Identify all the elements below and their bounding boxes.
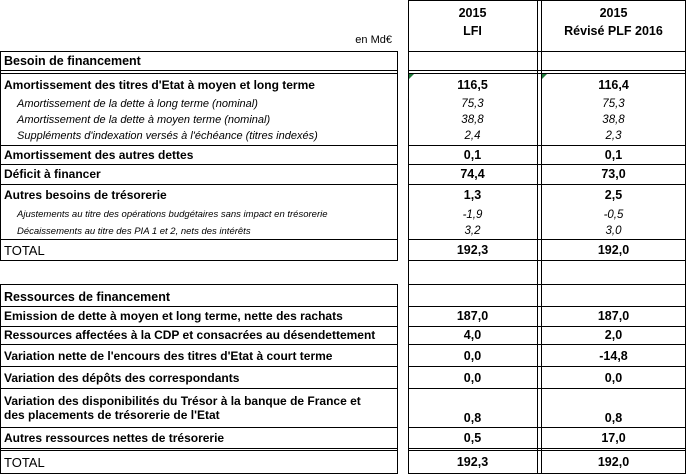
- total-plf: 192,0: [597, 243, 630, 257]
- grid-line: [0, 427, 397, 428]
- total-lfi: 192,3: [456, 455, 489, 469]
- grid-line: [408, 184, 686, 185]
- grid-line: [408, 326, 686, 327]
- row-label: Variation nette de l'encours des titres d'Etat à court terme: [4, 349, 333, 363]
- grid-line: [0, 51, 1, 261]
- section-title-ressources: [0, 288, 686, 306]
- value-plf: -0,5: [603, 208, 624, 221]
- total-plf: 192,0: [597, 455, 630, 469]
- section-title-label: Besoin de financement: [4, 54, 141, 68]
- grid-line: [408, 0, 686, 1]
- value-plf: 0,0: [604, 371, 623, 385]
- row-label: Décaissements au titre des PIA 1 et 2, nets des intérêts: [17, 225, 251, 237]
- total-lfi: 192,3: [456, 243, 489, 257]
- grid-line: [0, 145, 397, 146]
- value-lfi: 2,4: [464, 130, 481, 142]
- value-plf: 2,3: [605, 130, 622, 142]
- grid-line: [0, 388, 397, 389]
- table-row: [0, 96, 686, 112]
- grid-line: [0, 239, 397, 240]
- grid-line: [408, 145, 686, 146]
- grid-line: [0, 260, 397, 261]
- value-plf: 0,1: [604, 148, 623, 162]
- value-plf: 17,0: [601, 431, 626, 445]
- total-row: [0, 451, 686, 473]
- grid-line: [0, 366, 397, 367]
- row-label: Amortissement des titres d'Etat à moyen et long terme: [4, 78, 315, 92]
- grid-line: [0, 473, 397, 474]
- row-label: Autres besoins de trésorerie: [4, 188, 167, 202]
- value-lfi: 38,8: [461, 114, 484, 126]
- grid-line: [408, 448, 686, 449]
- grid-line: [408, 239, 686, 240]
- value-lfi: 0,0: [463, 349, 482, 363]
- value-plf: 73,0: [601, 167, 626, 181]
- value-plf: 75,3: [602, 98, 625, 110]
- grid-line: [0, 448, 397, 449]
- value-plf: 2,5: [604, 188, 623, 202]
- grid-line: [0, 164, 397, 165]
- value-plf: 38,8: [602, 114, 625, 126]
- value-plf: 187,0: [597, 309, 630, 323]
- table-row: [0, 306, 686, 326]
- grid-line: [408, 306, 686, 307]
- row-label: [0, 389, 397, 427]
- grid-line: [0, 450, 397, 451]
- unit-label: en Md€: [355, 34, 392, 46]
- grid-line: [0, 51, 397, 52]
- cell-flag-icon: [409, 74, 414, 79]
- grid-line: [408, 73, 686, 74]
- row-label: Suppléments d'indexation versés à l'échéance (titres indexés): [17, 130, 318, 142]
- grid-line: [397, 51, 398, 261]
- total-label: TOTAL: [4, 242, 45, 258]
- grid-line: [408, 51, 686, 52]
- row-label: Variation des dépôts des correspondants: [4, 371, 240, 385]
- value-lfi: 0,5: [463, 431, 482, 445]
- section-title-besoin: [0, 52, 686, 70]
- row-label: Déficit à financer: [4, 167, 101, 181]
- value-plf: 2,0: [604, 328, 623, 342]
- grid-line: [408, 366, 686, 367]
- value-lfi: 0,0: [463, 371, 482, 385]
- table-row: [0, 128, 686, 144]
- table-row: [0, 185, 686, 205]
- table-row: [0, 112, 686, 128]
- grid-line: [0, 184, 397, 185]
- row-label: Ressources affectées à la CDP et consacrées au désendettement: [4, 328, 376, 342]
- row-label: Emission de dette à moyen et long terme, nette des rachats: [4, 309, 343, 323]
- grid-line: [408, 427, 686, 428]
- table-row: [0, 326, 686, 344]
- table-row: [0, 223, 686, 239]
- grid-line: [408, 70, 686, 71]
- column-header-lfi-year: 2015: [458, 6, 487, 20]
- column-header-plf: [541, 0, 686, 46]
- grid-line: [541, 0, 542, 474]
- grid-line: [408, 284, 686, 285]
- grid-line: [408, 450, 686, 451]
- value-plf: 3,0: [605, 225, 622, 237]
- column-header-plf-label: Révisé PLF 2016: [564, 24, 663, 38]
- table-row: [0, 345, 686, 367]
- grid-line: [408, 388, 686, 389]
- value-lfi: 74,4: [460, 167, 485, 181]
- grid-line: [0, 284, 397, 285]
- row-label: Amortissement des autres dettes: [4, 148, 194, 162]
- value-plf: 0,8: [604, 411, 623, 425]
- column-header-plf-year: 2015: [599, 6, 628, 20]
- column-header-lfi: [408, 0, 537, 46]
- table-row: [0, 389, 686, 427]
- grid-line: [408, 473, 686, 474]
- row-label: Amortissement de la dette à long terme (nominal): [17, 98, 258, 110]
- grid-line: [0, 326, 397, 327]
- table-row: [0, 206, 686, 223]
- value-lfi: 75,3: [461, 98, 484, 110]
- column-header-lfi-label: LFI: [463, 24, 482, 38]
- value-lfi: 4,0: [463, 328, 482, 342]
- row-label-line1: Variation des disponibilités du Trésor à la banque de France et: [4, 394, 361, 408]
- table-row: [0, 367, 686, 389]
- table-row: [0, 165, 686, 183]
- table-row: [0, 74, 686, 96]
- grid-line: [0, 306, 397, 307]
- value-lfi: 0,1: [463, 148, 482, 162]
- grid-line: [408, 260, 686, 261]
- total-label: TOTAL: [4, 454, 45, 470]
- value-lfi: -1,9: [462, 208, 483, 221]
- cell-flag-icon: [542, 74, 547, 79]
- table-row: [0, 146, 686, 164]
- grid-line: [408, 0, 409, 474]
- grid-line: [0, 73, 397, 74]
- row-label: Ajustements au titre des opérations budgétaires sans impact en trésorerie: [17, 209, 328, 220]
- section-title-label: Ressources de financement: [4, 290, 171, 304]
- value-plf: -14,8: [599, 349, 628, 363]
- row-label: Autres ressources nettes de trésorerie: [4, 431, 225, 445]
- value-lfi: 116,5: [457, 78, 488, 92]
- grid-line: [397, 284, 398, 474]
- grid-line: [408, 344, 686, 345]
- row-label-line2: des placements de trésorerie de l'Etat: [4, 408, 220, 422]
- row-label: Amortissement de la dette à moyen terme (nominal): [17, 114, 271, 126]
- grid-line: [0, 70, 397, 71]
- grid-line: [0, 284, 1, 474]
- value-lfi: 187,0: [456, 309, 489, 323]
- total-row: [0, 240, 686, 260]
- grid-line: [408, 164, 686, 165]
- grid-line: [537, 0, 538, 474]
- table-row: [0, 428, 686, 448]
- value-lfi: 0,8: [463, 411, 482, 425]
- value-lfi: 3,2: [464, 225, 481, 237]
- grid-line: [0, 344, 397, 345]
- value-lfi: 1,3: [463, 188, 482, 202]
- value-plf: 116,4: [598, 78, 629, 92]
